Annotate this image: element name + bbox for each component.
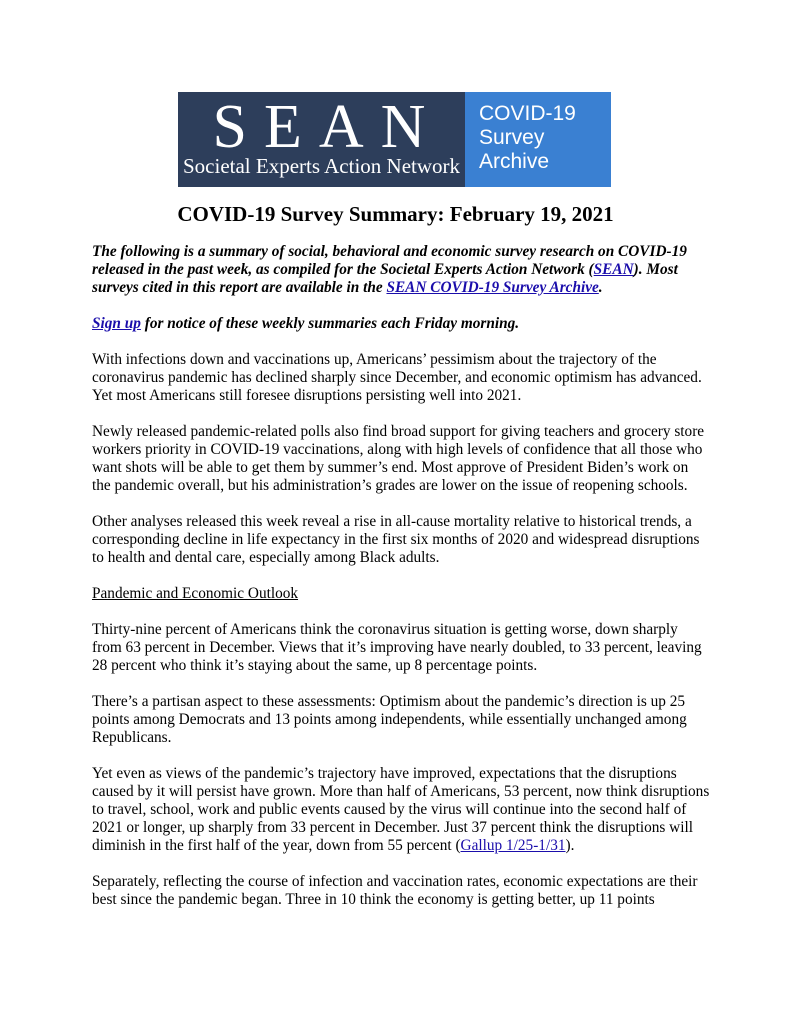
- signup-link[interactable]: Sign up: [92, 315, 141, 332]
- sean-logo: [178, 92, 465, 187]
- paragraph-4: Thirty-nine percent of Americans think the coronavirus situation is getting worse, down sharply from 63 percent in December. Views that it’s improving have nearly doubled, to 33 percent, leaving 28 percent who think it’s staying about the same, up 8 percentage points.: [92, 621, 702, 674]
- paragraph-5: There’s a partisan aspect to these assessments: Optimism about the pandemic’s direction is up 25 points among Democrats and 13 points among independents, while essentially unchanged among Republicans.: [92, 693, 687, 746]
- sean-link[interactable]: SEAN: [593, 261, 634, 278]
- logo-subtitle: Societal Experts Action Network: [182, 154, 461, 178]
- archive-line-1: COVID-19: [479, 102, 576, 125]
- page-title: COVID-19 Survey Summary: February 19, 2021: [177, 202, 614, 226]
- paragraph-6-text: Yet even as views of the pandemic’s trajectory have improved, expectations that the disruptions caused by it will persist have grown. More than half of Americans, 53 percent, now think disruptions to travel, school, work and public events caused by the virus will continue into the second half of 2021 or longer, up sharply from 33 percent in December. Just 37 percent think the disruptions will diminish in the first half of the year, down from 55 percent (: [92, 765, 710, 854]
- section-heading: Pandemic and Economic Outlook: [92, 585, 299, 602]
- paragraph-1: With infections down and vaccinations up, Americans’ pessimism about the trajectory of the coronavirus pandemic has declined sharply since December, and economic optimism has advanced. Yet most Americans still foresee disruptions persisting well into 2021.: [92, 351, 702, 404]
- intro-text-1: The following is a summary of social, behavioral and economic survey research on COVID-19 released in the past week, as compiled for the Societal Experts Action Network (: [92, 243, 687, 278]
- archive-badge: [465, 92, 611, 187]
- paragraph-3: Other analyses released this week reveal a rise in all-cause mortality relative to historical trends, a corresponding decline in life expectancy in the first six months of 2020 and widespread disruptions to health and dental care, especially among Black adults.: [92, 513, 700, 566]
- paragraph-6: [92, 765, 710, 855]
- intro-text-2: ). Most surveys cited in this report are available in the: [92, 261, 678, 296]
- logo-letters: SEAN: [212, 93, 443, 161]
- intro-text-3: .: [598, 279, 603, 296]
- paragraph-2: Newly released pandemic-related polls also find broad support for giving teachers and grocery store workers priority in COVID-19 vaccinations, along with high levels of confidence that all those who want shots will be able to get them by summer’s end. Most approve of President Biden’s work on the pandemic overall, but his administration’s grades are lower on the issue of reopening schools.: [92, 423, 705, 494]
- gallup-link[interactable]: Gallup 1/25-1/31: [460, 837, 566, 854]
- signup-text: for notice of these weekly summaries each Friday morning.: [140, 315, 520, 332]
- archive-line-3: Archive: [479, 150, 550, 173]
- paragraph-7: Separately, reflecting the course of infection and vaccination rates, economic expectations are their best since the pandemic began. Three in 10 think the economy is getting better, up 11 points: [92, 873, 698, 908]
- paragraph-6-end: ).: [565, 837, 575, 854]
- sean-banner: [178, 92, 611, 187]
- archive-link[interactable]: SEAN COVID-19 Survey Archive: [386, 279, 599, 296]
- signup-paragraph: [92, 315, 710, 333]
- document-body: [92, 243, 710, 927]
- intro-paragraph: [92, 243, 710, 297]
- archive-line-2: Survey: [479, 126, 545, 149]
